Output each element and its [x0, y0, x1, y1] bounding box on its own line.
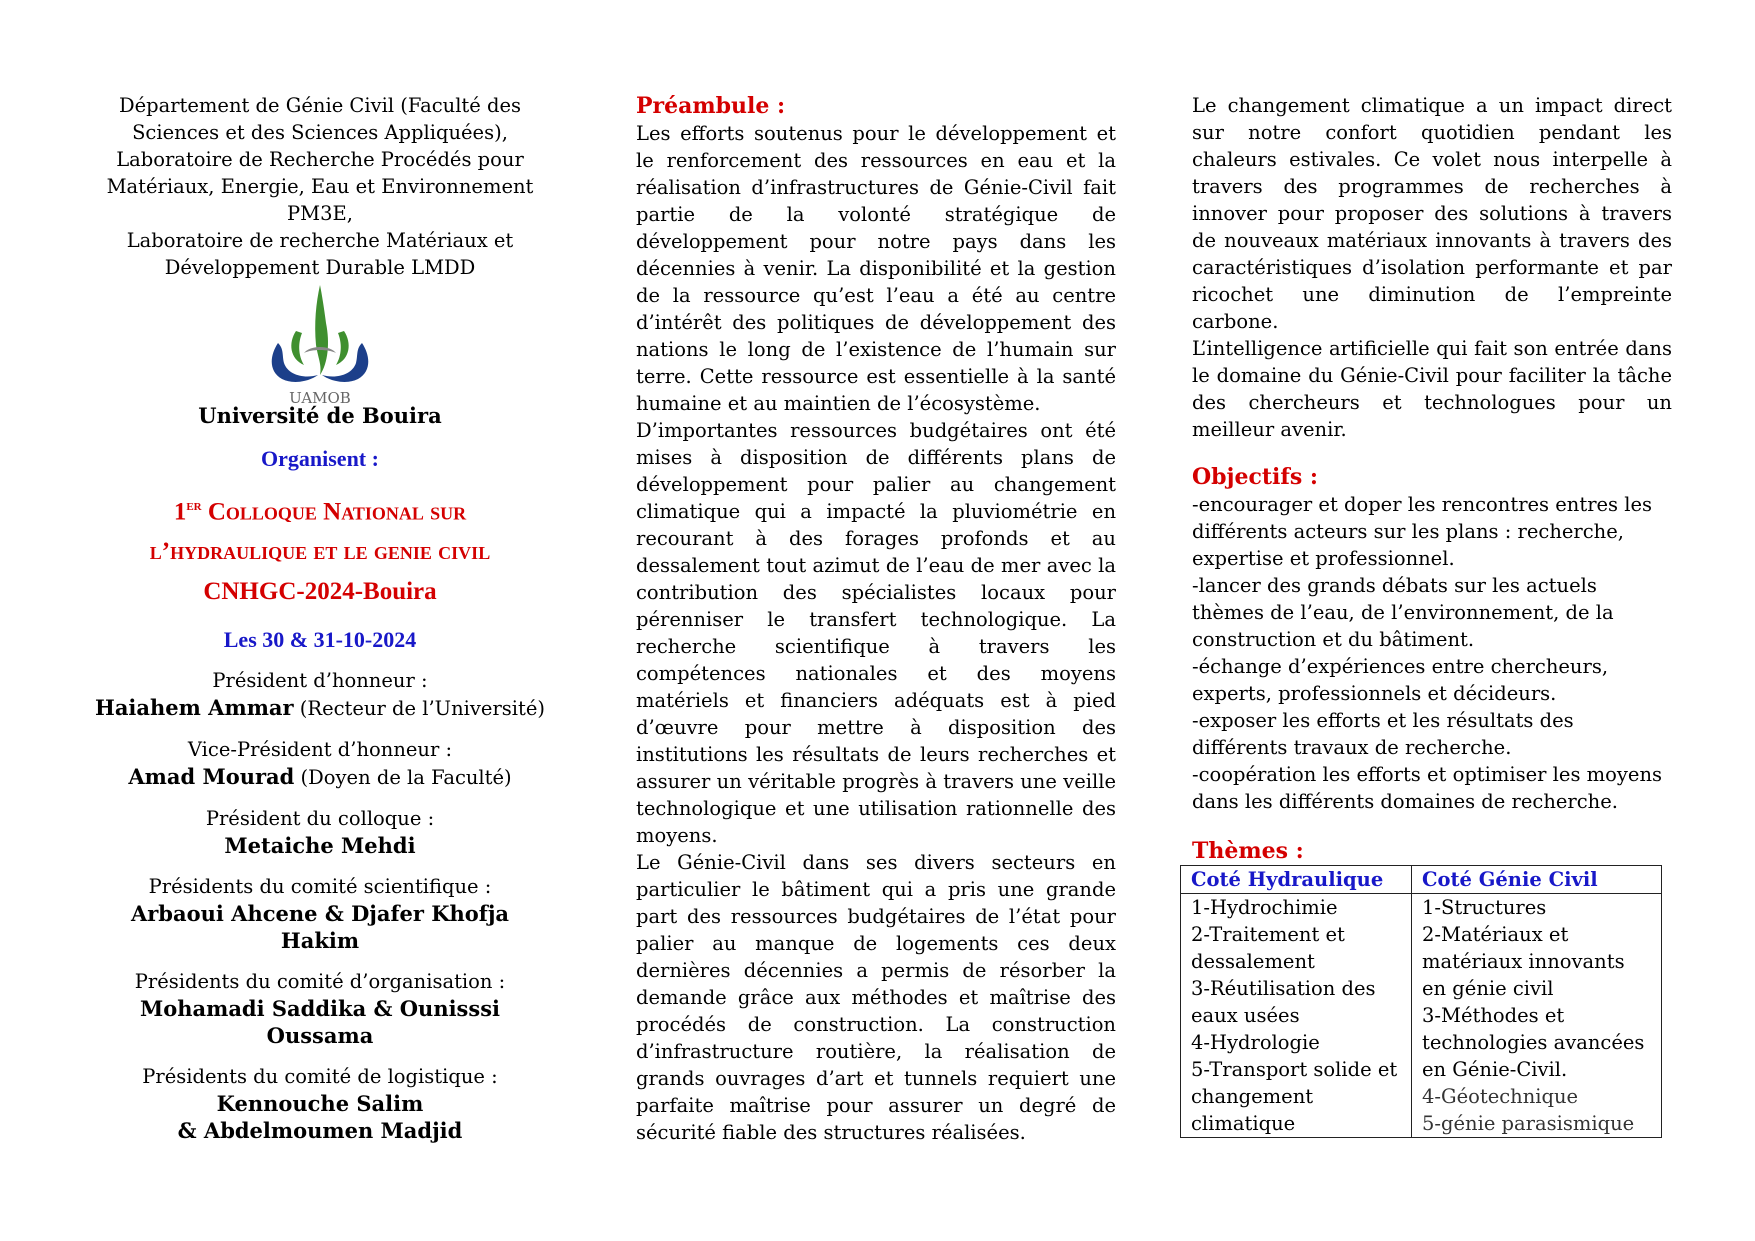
role-organising-committee	[90, 968, 550, 1049]
objective-item: -coopération les efforts et optimiser les moyens dans les différents domaines de recherche.	[1192, 763, 1663, 813]
objective-item: -lancer des grands débats sur les actuels thèmes de l’eau, de l’environnement, de la construction et du bâtiment.	[1192, 574, 1614, 651]
role-honorary-president	[90, 667, 550, 722]
role-note: (Doyen de la Faculté)	[294, 766, 512, 790]
role-title: Vice-Président d’honneur :	[187, 738, 453, 762]
themes-heading: Thèmes :	[1192, 838, 1304, 864]
theme-item: 5-Transport solide et changement climatique	[1191, 1058, 1398, 1135]
role-title: Présidents du comité de logistique :	[142, 1065, 498, 1089]
objective-item: -exposer les efforts et les résultats des différents travaux de recherche.	[1192, 709, 1574, 759]
role-name: Amad Mourad	[128, 764, 295, 790]
preamble-column	[636, 92, 1116, 1146]
organisent-label: Organisent :	[261, 446, 379, 471]
role-vice-president	[90, 736, 550, 791]
header-line: Laboratoire de Recherche Procédés pour	[116, 148, 524, 171]
theme-item: 2-Matériaux et matériaux innovants en génie civil	[1422, 923, 1625, 1000]
intro-paragraph: Le changement climatique a un impact direct sur notre confort quotidien pendant les chaleurs estivales. Ce volet nous interpelle à travers des programmes de recherches à innover pour proposer des solutions à travers de nouveaux matériaux innovants à travers des caractéristiques d’isolation performante et par ricochet une diminution de l’empreinte carbone.	[1192, 94, 1672, 333]
themes-header-genie-civil: Coté Génie Civil	[1412, 866, 1662, 894]
role-title: Présidents du comité d’organisation :	[134, 970, 506, 994]
role-title: Présidents du comité scientifique :	[148, 875, 492, 899]
organizer-header	[90, 92, 550, 281]
preamble-paragraph: D’importantes ressources budgétaires ont été mises à disposition de différents plans de développement pour palier au changement climatique qui a impacté la pluviométrie en recourant à des forages profonds et au dessalement tout azimut de l’eau de mer avec la contribution des spécialistes locaux pour pérenniser le transfert technologique. La recherche scientifique à travers les compétences nationales et des moyens matériels et financiers adéquats est à pied d’œuvre pour mettre à disposition des institutions les résultats de leurs recherches et assurer un véritable progrès à travers une veille technologique et une utilisation rationnelle des moyens.	[636, 419, 1116, 847]
role-name: Metaiche Mehdi	[224, 833, 416, 859]
theme-item: 5-génie parasismique	[1422, 1112, 1635, 1135]
themes-cell-hydraulique	[1181, 894, 1412, 1138]
role-title: Président du colloque :	[205, 807, 435, 831]
role-scientific-committee	[90, 873, 550, 954]
themes-cell-genie-civil	[1412, 894, 1662, 1138]
objectives-list	[1192, 491, 1672, 815]
theme-item: 4-Hydrologie	[1191, 1031, 1320, 1054]
event-title-line1: 1er Colloque National sur	[173, 498, 467, 526]
theme-item: 3-Méthodes et technologies avancées en Génie-Civil.	[1422, 1004, 1645, 1081]
role-name: Kennouche Salim	[216, 1091, 424, 1117]
header-line: Laboratoire de recherche Matériaux et	[126, 229, 514, 252]
university-logo	[258, 283, 383, 408]
objective-item: -échange d’expériences entre chercheurs, experts, professionnels et décideurs.	[1192, 655, 1609, 705]
header-line: Sciences et des Sciences Appliquées),	[132, 121, 508, 144]
theme-item: 1-Structures	[1422, 896, 1547, 919]
university-name: Université de Bouira	[198, 403, 442, 428]
theme-item: 3-Réutilisation des eaux usées	[1191, 977, 1376, 1027]
header-line: Département de Génie Civil (Faculté des	[118, 94, 522, 117]
role-note: (Recteur de l’Université)	[293, 697, 545, 721]
event-dates: Les 30 & 31-10-2024	[223, 627, 417, 653]
event-title-line2: l’hydraulique et le genie civil	[149, 538, 491, 566]
event-title	[90, 486, 550, 612]
organizers-column	[90, 92, 550, 1144]
header-line: PM3E,	[287, 202, 353, 225]
objectives-heading: Objectifs :	[1192, 464, 1319, 490]
role-name: Haiahem Ammar	[94, 695, 294, 721]
role-colloquium-president	[90, 805, 550, 859]
preamble-paragraph: Le Génie-Civil dans ses divers secteurs en particulier le bâtiment qui a pris une grande part des ressources budgétaires de l’état pour palier au manque de logements ces deux dernières décennies a permis de résorber la demande grâce aux méthodes et maîtrise des procédés de construction. La construction d’infrastructure routière, la réalisation de grands ouvrages d’art et tunnels requiert une parfaite maîtrise pour assurer un degré de sécurité fiable des structures réalisées.	[636, 851, 1116, 1144]
role-title: Président d’honneur :	[212, 669, 428, 693]
logo-text: UAMOB	[288, 389, 351, 407]
themes-header-hydraulique: Coté Hydraulique	[1181, 866, 1412, 894]
objectives-column	[1192, 92, 1672, 1138]
header-line: Matériaux, Energie, Eau et Environnement	[106, 175, 534, 198]
preamble-heading: Préambule :	[636, 93, 786, 119]
theme-item: 1-Hydrochimie	[1191, 896, 1338, 919]
role-logistics-committee	[90, 1063, 550, 1144]
header-line: Développement Durable LMDD	[164, 256, 476, 279]
role-name-2: & Abdelmoumen Madjid	[177, 1118, 463, 1144]
theme-item: 4-Géotechnique	[1422, 1085, 1579, 1108]
role-name: Arbaoui Ahcene & Djafer Khofja Hakim	[130, 901, 510, 954]
themes-table	[1180, 865, 1662, 1138]
role-name: Mohamadi Saddika & Ounisssi Oussama	[139, 996, 501, 1049]
intro-paragraph: L’intelligence artificielle qui fait son entrée dans le domaine du Génie-Civil pour faciliter la tâche des chercheurs et technologues pour un meilleur avenir.	[1192, 337, 1672, 441]
preamble-paragraph: Les efforts soutenus pour le développement et le renforcement des ressources en eau et la réalisation d’infrastructures de Génie-Civil fait partie de la volonté stratégique de développement pour notre pays dans les décennies à venir. La disponibilité et la gestion de la ressource qu’est l’eau a été au centre d’intérêt des politiques de développement des nations le long de l’existence de l’humain sur terre. Cette ressource est essentielle à la santé humaine et au maintien de l’écosystème.	[636, 122, 1116, 415]
theme-item: 2-Traitement et dessalement	[1191, 923, 1345, 973]
objective-item: -encourager et doper les rencontres entres les différents acteurs sur les plans : recherche, expertise et professionnel.	[1192, 493, 1653, 570]
event-title-line3: CNHGC-2024-Bouira	[203, 578, 437, 606]
